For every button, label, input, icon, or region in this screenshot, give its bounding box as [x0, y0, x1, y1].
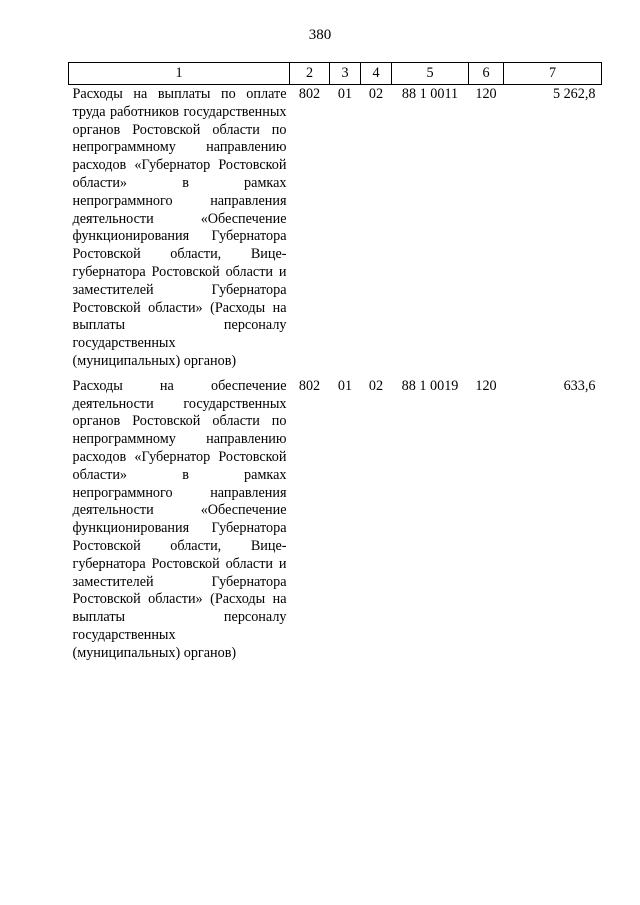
- ministry-code: 802: [298, 86, 321, 102]
- target-article-code: 88 1 0011: [401, 86, 459, 102]
- page-number: 380: [308, 27, 332, 43]
- amount-value: 633,6: [563, 377, 596, 394]
- column-header: 1: [69, 63, 290, 85]
- expense-type-code: 120: [475, 377, 497, 394]
- expense-type-code: 120: [475, 86, 497, 102]
- section-code: 01: [337, 86, 353, 102]
- column-header: 6: [469, 63, 504, 85]
- table-row: [69, 371, 602, 663]
- budget-table: [68, 62, 602, 663]
- amount-value: 5 262,8: [552, 86, 596, 102]
- expense-description: Расходы на выплаты по оплате труда работников государственных органов Ростовской области по непрограммному направлению расходов «Губернатор Ростовской области» в рамках непрограммного направления деятельности «Обеспечение функционирования Губернатора Ростовской области, Вице-губернатора Ростовской области и заместителей Губернатора Ростовской области» (Расходы на выплаты персоналу государственных (муниципальных) органов): [72, 86, 287, 369]
- ministry-code: 802: [298, 377, 321, 394]
- column-header: 5: [392, 63, 469, 85]
- table-header-row: [69, 63, 602, 85]
- column-header: 3: [330, 63, 361, 85]
- subsection-code: 02: [368, 86, 384, 102]
- column-header: 4: [361, 63, 392, 85]
- target-article-code: 88 1 0019: [401, 377, 459, 394]
- column-header: 2: [290, 63, 330, 85]
- subsection-code: 02: [368, 377, 384, 394]
- column-header: 7: [504, 63, 602, 85]
- table-row: [69, 85, 602, 371]
- expense-description: Расходы на обеспечение деятельности государственных органов Ростовской области по непрограммному направлению расходов «Губернатор Ростовской области» в рамках непрограммного направления деятельности «Обеспечение функционирования Губернатора Ростовской области, Вице-губернатора Ростовской области и заместителей Губернатора Ростовской области» (Расходы на выплаты персоналу государственных (муниципальных) органов): [72, 377, 287, 661]
- section-code: 01: [337, 377, 353, 394]
